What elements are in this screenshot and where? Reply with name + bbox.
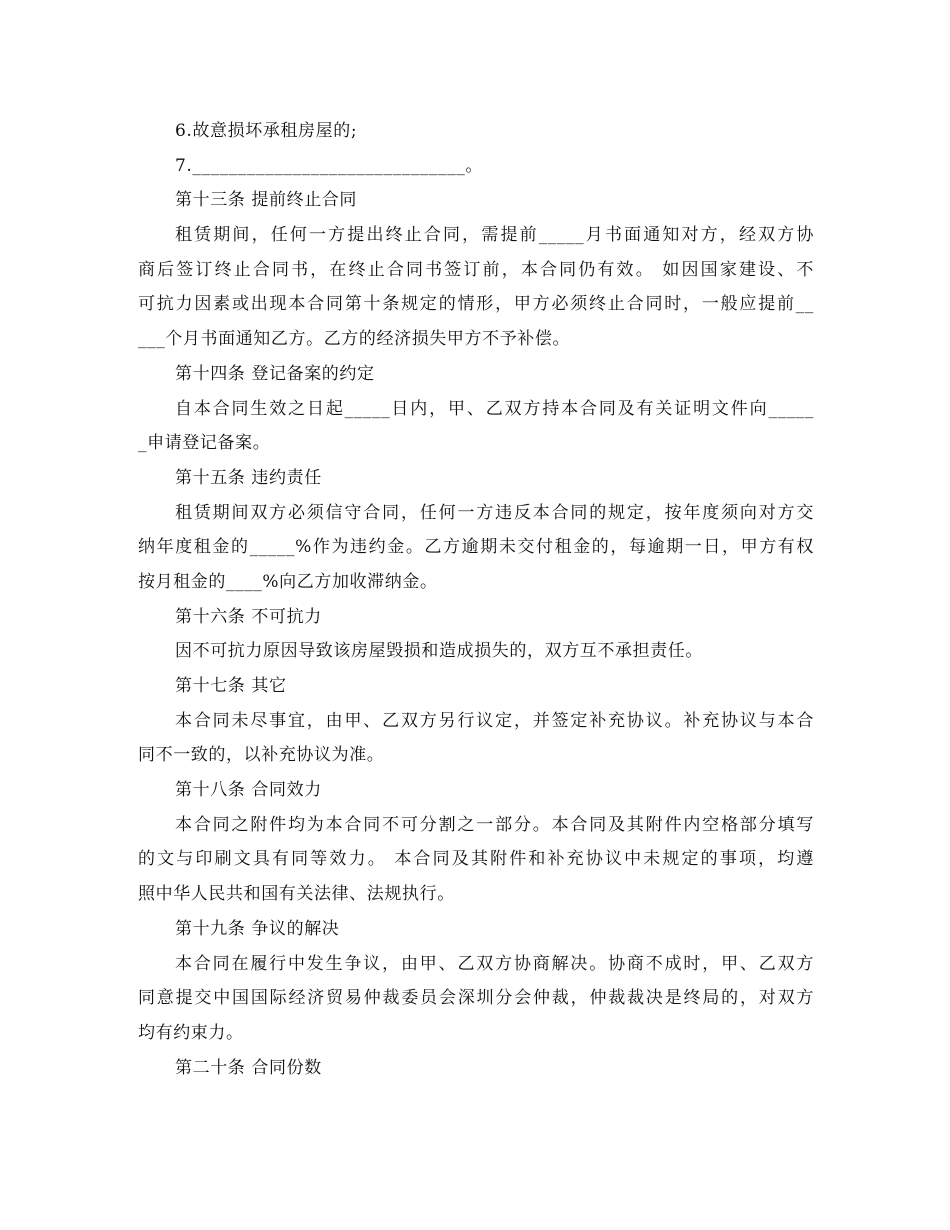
text-line: 自本合同生效之日起_____日内，甲、乙双方持本合同及有关证明文件向_____ xyxy=(175,398,814,419)
article-heading: 第二十条 合同份数 xyxy=(175,1057,322,1078)
article-heading: 第十八条 合同效力 xyxy=(175,780,322,801)
text-line: 7.______________________________。 xyxy=(175,155,484,176)
text-line: 本合同之附件均为本合同不可分割之一部分。本合同及其附件内空格部分填写 xyxy=(175,814,814,835)
article-heading: 第十七条 其它 xyxy=(175,676,287,696)
text-line: 照中华人民共和国有关法律、法规执行。 xyxy=(138,884,455,905)
text-line: 租赁期间双方必须信守合同，任何一方违反本合同的规定，按年度须向对方交 xyxy=(175,502,814,523)
text-line: 纳年度租金的_____%作为违约金。乙方逾期未交付租金的，每逾期一日，甲方有权 xyxy=(138,537,814,558)
text-line: 可抗力因素或出现本合同第十条规定的情形，甲方必须终止合同时，一般应提前__ xyxy=(138,294,814,315)
text-line: 同意提交中国国际经济贸易仲裁委员会深圳分会仲裁，仲裁裁决是终局的，对双方 xyxy=(138,988,814,1009)
article-heading: 第十三条 提前终止合同 xyxy=(175,190,358,211)
text-line: 6.故意损坏承租房屋的; xyxy=(175,121,358,141)
text-line: 租赁期间，任何一方提出终止合同，需提前_____月书面通知对方，经双方协 xyxy=(175,225,814,246)
article-heading: 第十九条 争议的解决 xyxy=(175,918,340,939)
article-heading: 第十四条 登记备案的约定 xyxy=(175,363,375,384)
text-line: 因不可抗力原因导致该房屋毁损和造成损失的，双方互不承担责任。 xyxy=(175,641,703,662)
text-line: 商后签订终止合同书，在终止合同书签订前，本合同仍有效。 如因国家建设、不 xyxy=(138,259,814,280)
text-line: ___个月书面通知乙方。乙方的经济损失甲方不予补偿。 xyxy=(138,329,571,350)
text-line: 均有约束力。 xyxy=(138,1022,244,1043)
document-page xyxy=(138,114,814,1085)
article-heading: 第十六条 不可抗力 xyxy=(175,606,322,627)
article-heading: 第十五条 违约责任 xyxy=(175,467,322,488)
text-line: _申请登记备案。 xyxy=(138,433,271,454)
text-line: 按月租金的____%向乙方加收滞纳金。 xyxy=(138,571,438,592)
text-line: 同不一致的，以补充协议为准。 xyxy=(138,745,385,766)
text-line: 本合同未尽事宜，由甲、乙双方另行议定，并签定补充协议。补充协议与本合 xyxy=(175,710,814,731)
text-line: 的文与印刷文具有同等效力。 本合同及其附件和补充协议中未规定的事项，均遵 xyxy=(138,849,814,870)
text-line: 本合同在履行中发生争议，由甲、乙双方协商解决。协商不成时，甲、乙双方 xyxy=(175,953,814,974)
